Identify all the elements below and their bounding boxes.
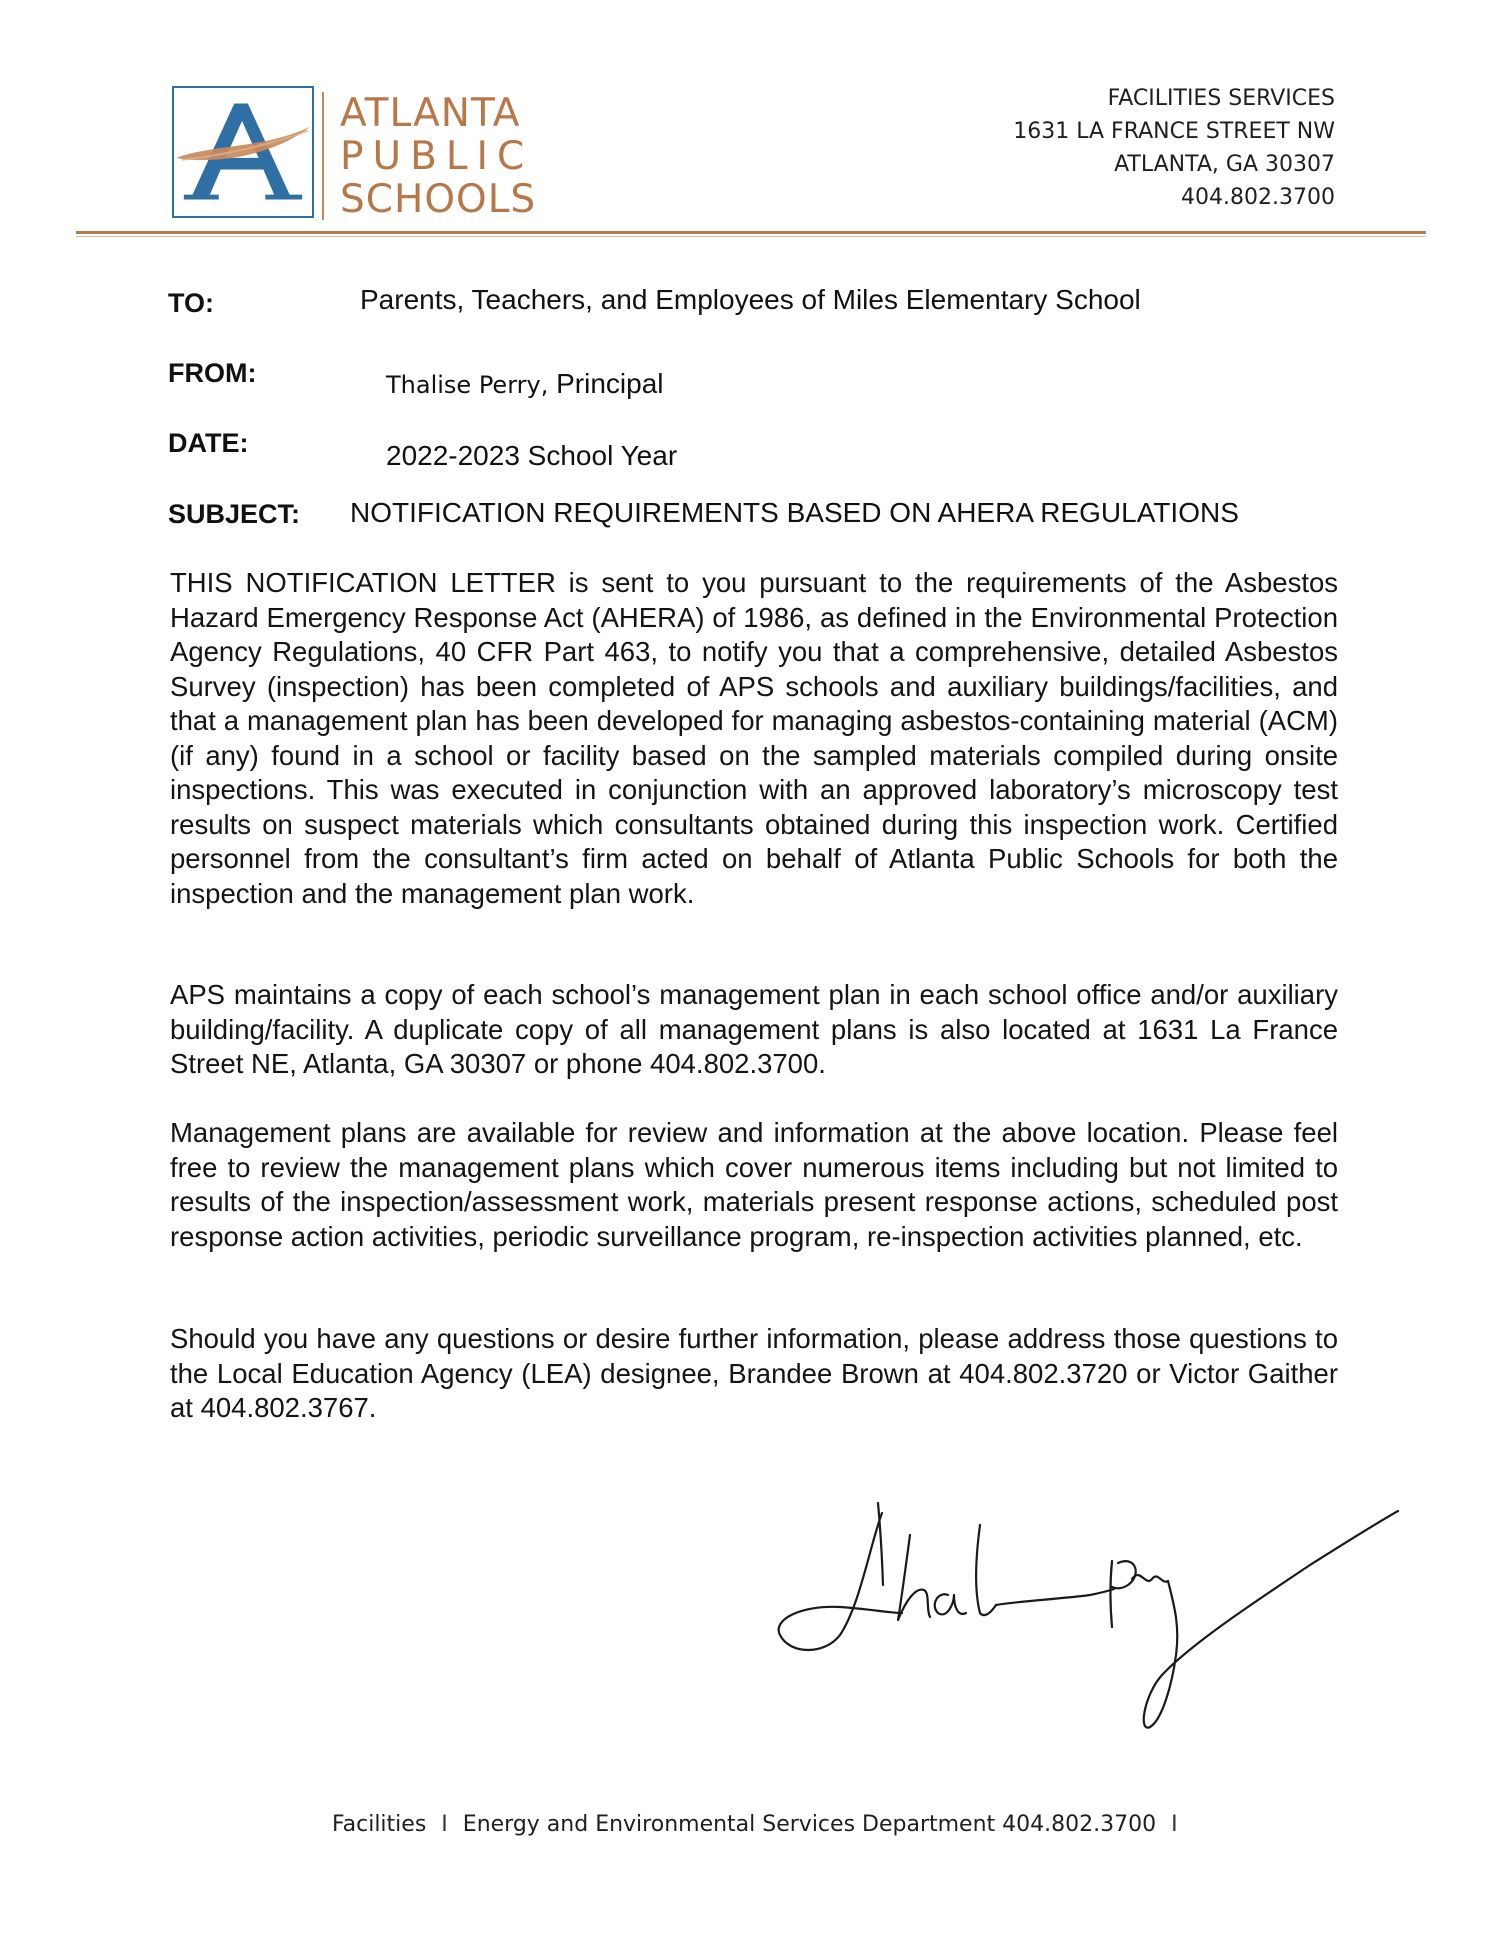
date-label: DATE: [168,428,249,458]
footer [332,1812,1186,1837]
paragraph-text: THIS NOTIFICATION LETTER is sent to you pursuant to the requirements of the Asbestos Hazard Emergency Response Act (AHERA) of 1986, as defined in the Environmental Protection Agency Regulations, 40 CFR Part 463, to notify you that a comprehensive, detailed Asbestos Survey (inspection) has been completed of APS schools and auxiliary buildings/facilities, and that a management plan has been developed for managing asbestos-containing material (ACM) (if any) found in a school or facility based on the sampled materials compiled during onsite inspections. This was executed in conjunction with an approved laboratory’s microscopy test results on suspect materials which consultants obtained during this inspection work. Certified personnel from the consultant’s firm acted on behalf of Atlanta Public Schools for both the inspection and the management plan work. [170,567,1338,909]
aps-logo-mark [172,86,314,218]
letter-a-icon [174,88,312,216]
from-name: Thalise Perry, [386,371,549,399]
address-block [1013,82,1335,214]
logo-wordmark [340,92,560,221]
body-paragraph-3 [170,1116,1338,1254]
date-value: 2022-2023 School Year [386,440,678,471]
subject-label: SUBJECT: [168,499,301,529]
paragraph-text: APS maintains a copy of each school’s management plan in each school office and/or auxiliary building/facility. A duplicate copy of all management plans is also located at 1631 La France Street NE, Atlanta, GA 30307 or phone 404.802.3700. [170,979,1338,1079]
header-rule-thin [76,236,1426,237]
logo-divider [322,92,324,220]
address-street: 1631 LA FRANCE STREET NW [1013,119,1335,144]
from-title: Principal [556,368,664,399]
subject-value: NOTIFICATION REQUIREMENTS BASED ON AHERA REGULATIONS [350,497,1239,528]
footer-separator: I [441,1812,448,1837]
body-paragraph-2 [170,978,1338,1082]
address-department: FACILITIES SERVICES [1107,86,1335,111]
logo-line-public: PUBLIC [340,134,534,179]
paragraph-text: Management plans are available for review and information at the above location. Please feel free to review the management plans which cover numerous items including but not limited to results of the inspection/assessment work, materials present response actions, scheduled post response action activities, periodic surveillance program, re-inspection activities planned, etc. [170,1117,1338,1252]
footer-separator-end: I [1171,1812,1178,1837]
footer-facilities: Facilities [332,1812,427,1837]
to-value: Parents, Teachers, and Employees of Miles Elementary School [360,284,1141,315]
from-label: FROM: [168,358,257,388]
logo-line-schools: SCHOOLS [340,177,537,222]
signature-graphic [770,1495,1420,1745]
body-paragraph-1 [170,566,1338,911]
from-value [386,368,664,400]
address-city: ATLANTA, GA 30307 [1114,152,1335,177]
footer-department: Energy and Environmental Services Department 404.802.3700 [462,1812,1157,1837]
address-phone: 404.802.3700 [1181,185,1335,210]
header-rule [76,231,1426,234]
to-label: TO: [168,288,214,318]
paragraph-text: Should you have any questions or desire further information, please address those questions to the Local Education Agency (LEA) designee, Brandee Brown at 404.802.3720 or Victor Gaither at 404.802.3767. [170,1323,1338,1423]
logo-line-atlanta: ATLANTA [340,91,521,136]
body-paragraph-4 [170,1322,1338,1426]
